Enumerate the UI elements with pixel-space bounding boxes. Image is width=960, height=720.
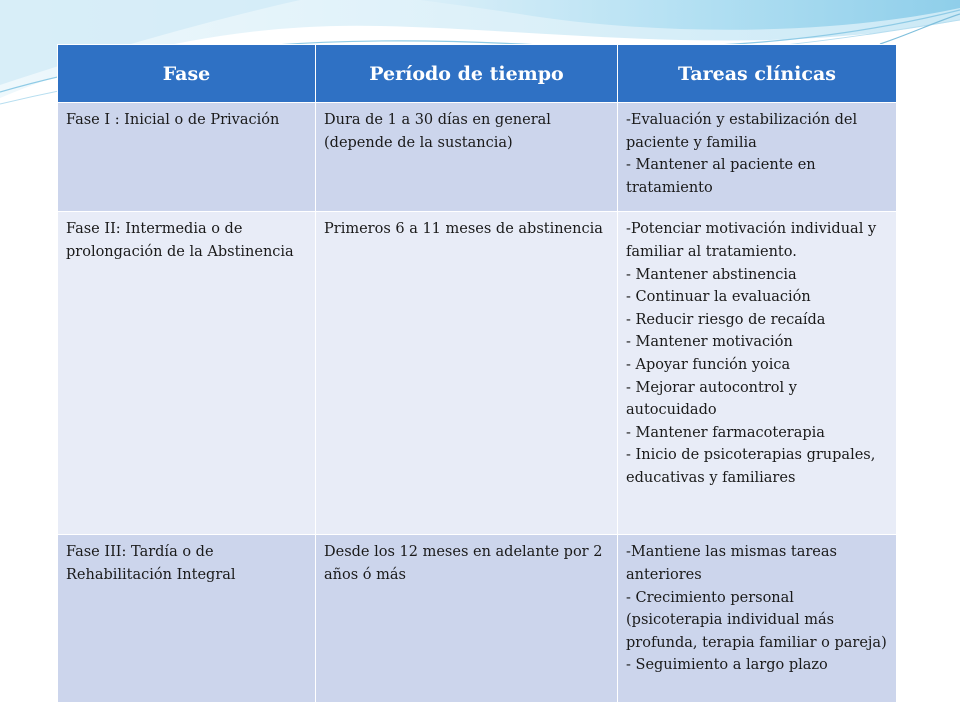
table-row bbox=[58, 212, 897, 535]
phases-table bbox=[57, 44, 897, 703]
cell-periodo: Primeros 6 a 11 meses de abstinencia bbox=[316, 212, 618, 535]
header-fase: Fase bbox=[58, 45, 316, 103]
cell-periodo: Desde los 12 meses en adelante por 2 años ó más bbox=[316, 535, 618, 703]
cell-tareas: -Mantiene las mismas tareas anteriores - Crecimiento personal (psicoterapia individual más profunda, terapia familiar o pareja) - Seguimiento a largo plazo bbox=[618, 535, 897, 703]
cell-tareas: -Potenciar motivación individual y familiar al tratamiento. - Mantener abstinencia - Continuar la evaluación - Reducir riesgo de recaída - Mantener motivación - Apoyar función yoica - Mejorar autocontrol y autocuidado - Mantener farmacoterapia - Inicio de psicoterapias grupales, educativas y familiares bbox=[618, 212, 897, 535]
header-periodo: Período de tiempo bbox=[316, 45, 618, 103]
cell-fase: Fase I : Inicial o de Privación bbox=[58, 103, 316, 212]
cell-fase: Fase III: Tardía o de Rehabilitación Integral bbox=[58, 535, 316, 703]
table-header-row bbox=[58, 45, 897, 103]
header-tareas: Tareas clínicas bbox=[618, 45, 897, 103]
table-row bbox=[58, 103, 897, 212]
cell-tareas: -Evaluación y estabilización del paciente y familia - Mantener al paciente en tratamiento bbox=[618, 103, 897, 212]
cell-fase: Fase II: Intermedia o de prolongación de la Abstinencia bbox=[58, 212, 316, 535]
cell-periodo: Dura de 1 a 30 días en general (depende de la sustancia) bbox=[316, 103, 618, 212]
table-row bbox=[58, 535, 897, 703]
